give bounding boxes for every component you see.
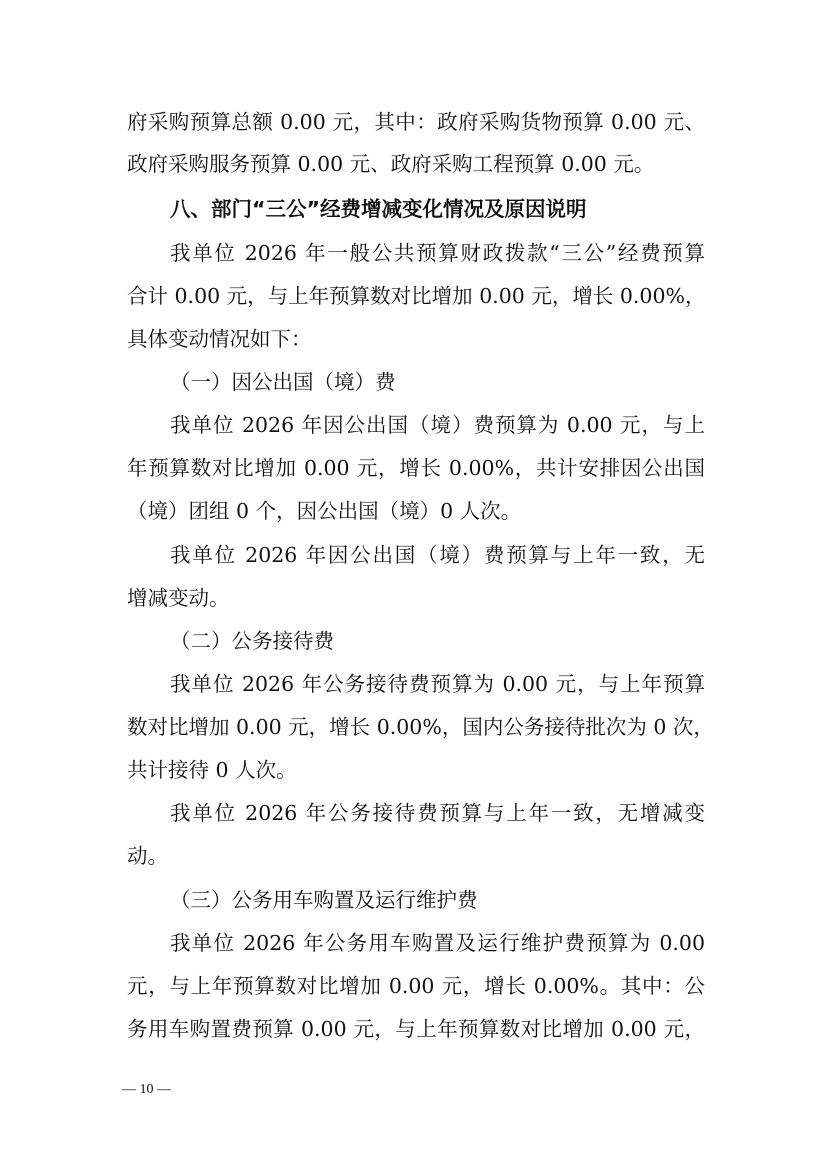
paragraph-line: 数对比增加 0.00 元，增长 0.00%，国内公务接待批次为 0 次，	[127, 715, 714, 739]
paragraph-line: （境）团组 0 个，因公出国（境）0 人次。	[127, 499, 522, 523]
paragraph-line: 动。	[127, 844, 168, 868]
paragraph-line: 我单位 2026 年因公出国（境）费预算为 0.00 元，与上	[170, 413, 705, 437]
page-number: — 10 —	[122, 1082, 171, 1097]
subsection-heading: （三）公务用车购置及运行维护费	[170, 888, 478, 912]
text-line: 府采购预算总额 0.00 元，其中：政府采购货物预算 0.00 元、	[127, 110, 705, 134]
paragraph-line: 合计 0.00 元，与上年预算数对比增加 0.00 元，增长 0.00%，	[127, 284, 706, 308]
paragraph-line: 我单位 2026 年公务接待费预算为 0.00 元，与上年预算	[170, 672, 705, 696]
paragraph-line: 增减变动。	[127, 586, 230, 610]
subsection-heading: （一）因公出国（境）费	[170, 370, 396, 394]
paragraph-line: 元，与上年预算数对比增加 0.00 元，增长 0.00%。其中：公	[127, 974, 705, 998]
paragraph-line: 共计接待 0 人次。	[127, 758, 297, 782]
paragraph-line: 我单位 2026 年公务用车购置及运行维护费预算为 0.00	[170, 931, 705, 955]
paragraph-line: 务用车购置费预算 0.00 元，与上年预算数对比增加 0.00 元，	[127, 1017, 705, 1041]
text-line: 政府采购服务预算 0.00 元、政府采购工程预算 0.00 元。	[127, 152, 655, 176]
paragraph-line: 我单位 2026 年一般公共预算财政拨款“三公”经费预算	[170, 241, 705, 265]
paragraph-line: 我单位 2026 年因公出国（境）费预算与上年一致，无	[170, 543, 705, 567]
subsection-heading: （二）公务接待费	[170, 629, 334, 653]
section-heading: 八、部门“三公”经费增减变化情况及原因说明	[170, 197, 587, 221]
paragraph-line: 我单位 2026 年公务接待费预算与上年一致，无增减变	[170, 801, 705, 825]
paragraph-line: 具体变动情况如下：	[127, 327, 312, 351]
paragraph-line: 年预算数对比增加 0.00 元，增长 0.00%，共计安排因公出国	[127, 456, 705, 480]
